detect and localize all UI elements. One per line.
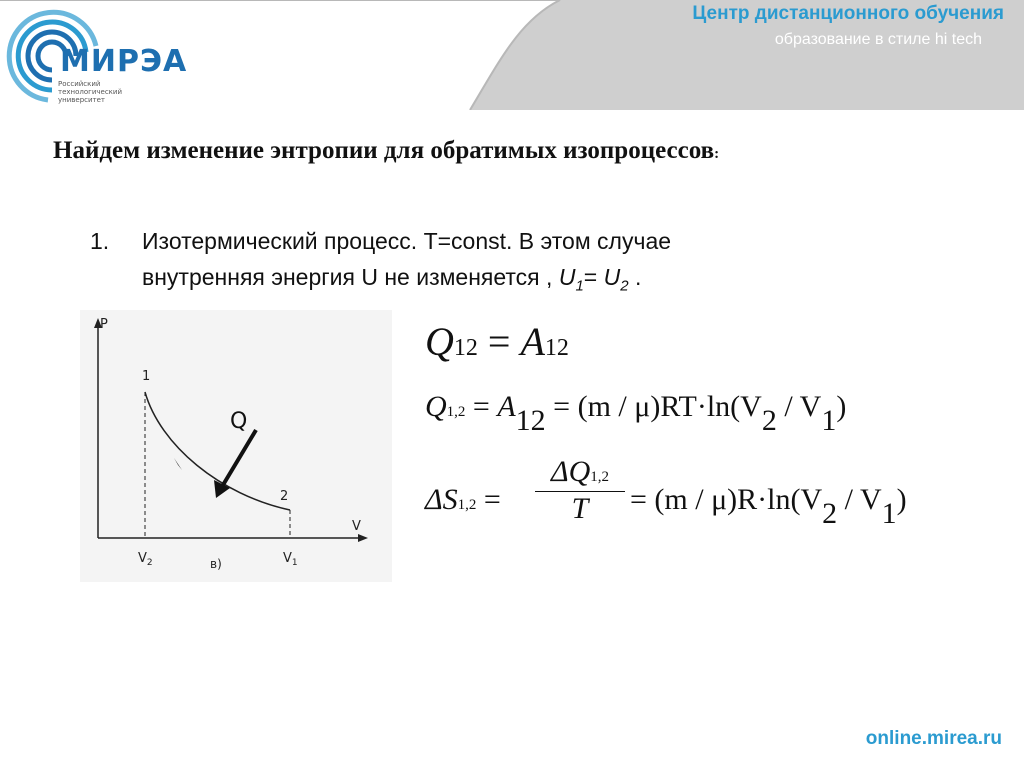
eq3-ds-sub: 1,2 (457, 497, 477, 513)
eq2-v1-sub: 1 (821, 404, 837, 437)
eq3-v1-sub: 1 (881, 497, 897, 530)
heat-label-q: Q (230, 409, 248, 434)
point-1-label: 1 (142, 369, 151, 384)
eq3-equals-2: = (630, 483, 647, 516)
eq1-q: Q (425, 319, 454, 364)
eq2-q-sub: 1,2 (446, 404, 466, 420)
diagram-caption: в) (210, 557, 222, 571)
eq2-mid: / V (776, 390, 822, 423)
slide-title-text: Найдем изменение энтропии для обратимых изопроцессов (53, 137, 715, 164)
diagram-background (80, 310, 392, 582)
eq2-v2-sub: 2 (761, 404, 777, 437)
eq1-q-sub: 12 (453, 335, 478, 361)
point-2-label: 2 (280, 489, 289, 504)
eq3-ds: ΔS (425, 483, 458, 516)
eq2-equals: = (472, 390, 490, 423)
list-item-line2 (142, 259, 671, 305)
eq2-close: ) (836, 390, 847, 423)
eq3-v2-sub: 2 (822, 497, 838, 530)
equation-1 (425, 318, 569, 365)
eq3-fraction (535, 455, 625, 526)
footer-url[interactable]: online.mirea.ru (865, 728, 1002, 749)
eq3-rhs: (m / μ)R·ln(V (654, 483, 823, 516)
axis-label-p: P (100, 317, 108, 332)
logo-text: МИРЭА (60, 44, 188, 79)
logo-subtitle: Российский технологический университет (58, 80, 122, 104)
eq1-equals: = (487, 319, 511, 364)
eq3-mid: / V (837, 483, 882, 516)
list-item-line2-text: внутренняя энергия U не изменяется , (142, 264, 553, 290)
eq3-num-sub: 1,2 (590, 469, 610, 485)
header-band (0, 0, 1024, 110)
list-item-text (142, 223, 671, 305)
list-item-end: . (634, 264, 642, 290)
u2-sub: 2 (620, 277, 629, 295)
u1-symbol: U (558, 264, 576, 290)
pv-diagram (80, 310, 392, 582)
eq3-close: ) (896, 483, 907, 516)
eq2-rhs: (m / μ)RT·ln(V (577, 390, 762, 423)
eq2-a: A (497, 390, 516, 423)
axis-label-v: V (352, 519, 361, 534)
equation-2 (425, 390, 847, 437)
slide-title (53, 137, 719, 165)
v1-tick-label: $V_1$ (283, 551, 298, 568)
eq2-equals-2: = (553, 390, 571, 423)
u1-sub: 1 (575, 277, 584, 295)
center-subtitle: образование в стиле hi tech (774, 31, 982, 48)
u2-symbol: U (603, 264, 621, 290)
eq3-rhs-group (630, 483, 907, 530)
eq3-numerator (535, 455, 625, 492)
eq3-equals: = (483, 483, 501, 516)
equation-3 (425, 455, 985, 545)
eq2-q: Q (425, 390, 447, 423)
eq3-lhs (425, 483, 501, 517)
eq1-a-sub: 12 (544, 335, 569, 361)
list-item-line1: Изотермический процесс. T=const. В этом случае (142, 228, 672, 254)
u-equals: = (583, 264, 598, 290)
list-item-number: 1. (90, 228, 110, 254)
slide-title-colon: : (714, 146, 720, 162)
eq2-a-sub: 12 (515, 404, 546, 437)
v2-tick-label: $V_2$ (138, 551, 153, 568)
eq3-den: T (571, 492, 589, 525)
eq3-num: ΔQ (550, 455, 591, 488)
eq1-a: A (520, 319, 545, 364)
center-title: Центр дистанционного обучения (692, 3, 1004, 24)
